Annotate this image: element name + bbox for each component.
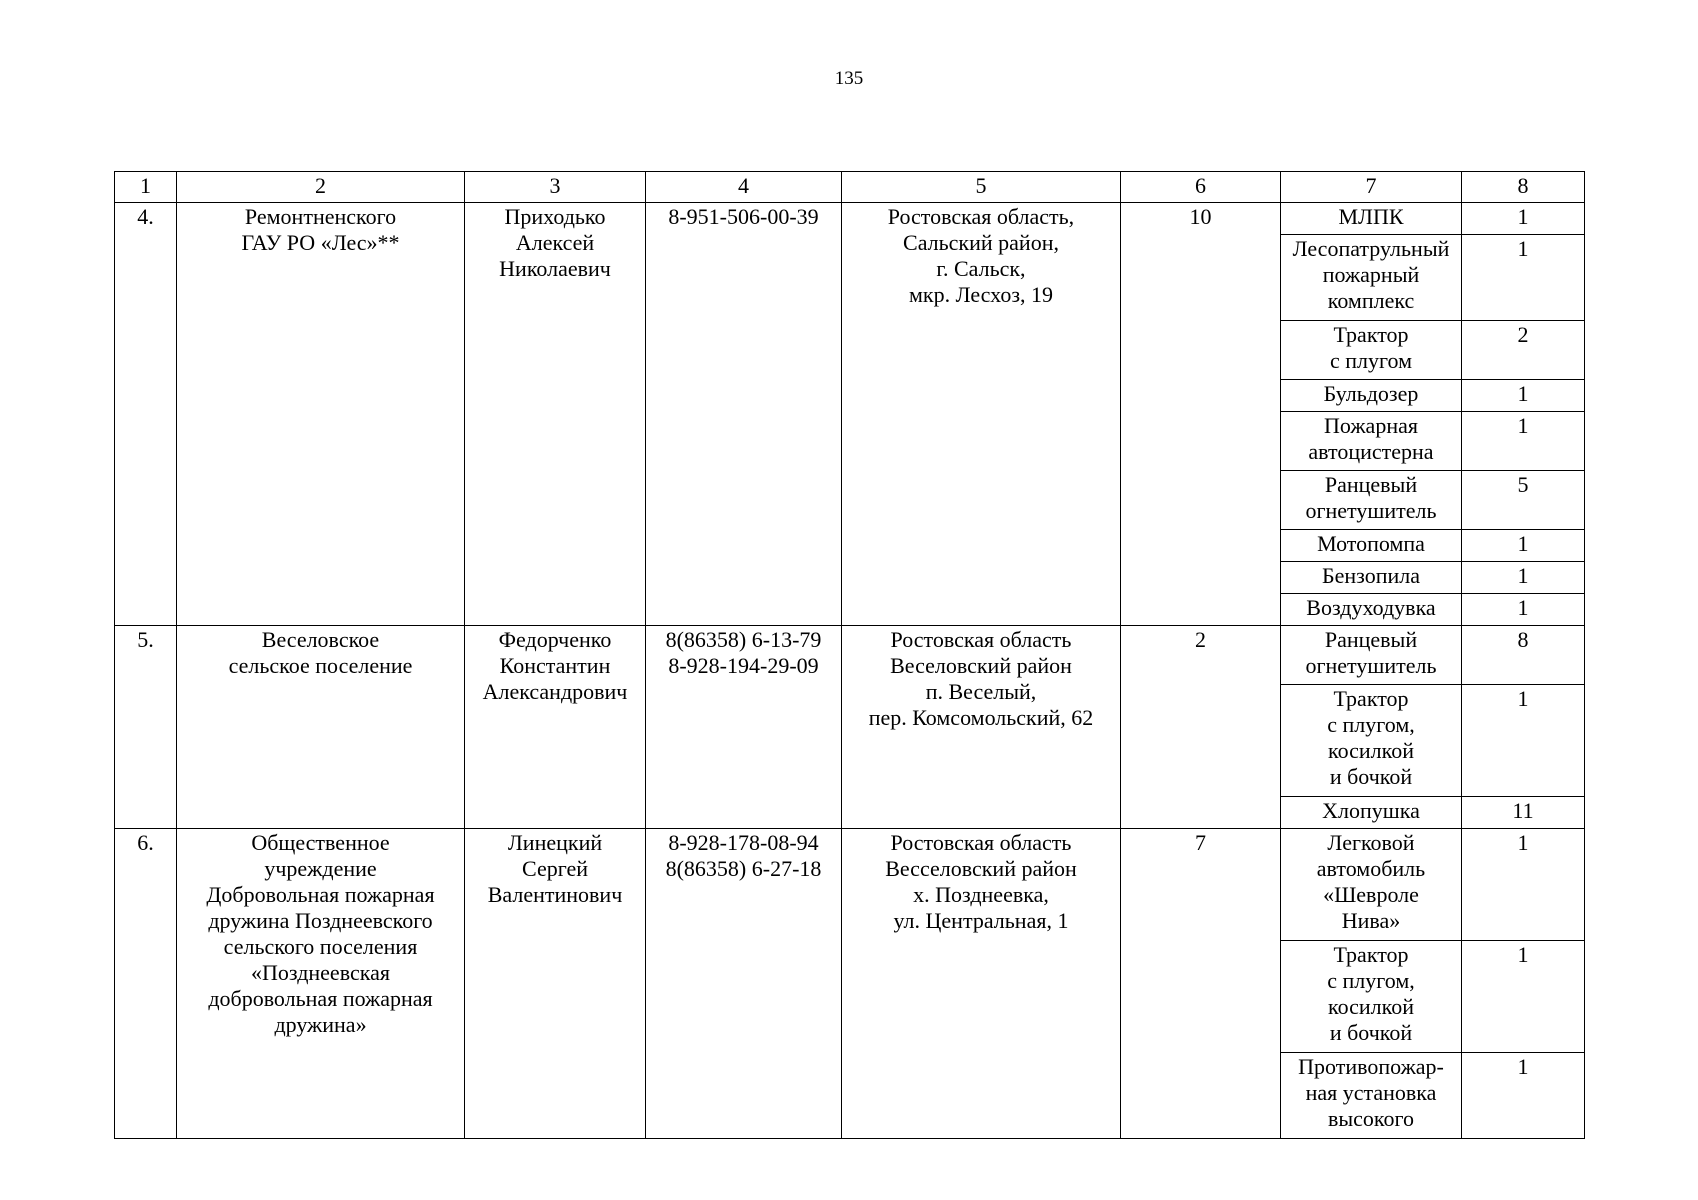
equipment-name: Противопожар- ная установка высокого — [1281, 1053, 1462, 1139]
equipment-qty: 1 — [1462, 203, 1585, 235]
equipment-table — [114, 171, 1585, 1139]
equipment-name: Трактор с плугом — [1281, 321, 1462, 380]
equipment-qty: 8 — [1462, 626, 1585, 685]
equipment-name: Хлопушка — [1281, 797, 1462, 829]
equipment-name: Ранцевый огнетушитель — [1281, 626, 1462, 685]
equipment-name: Ранцевый огнетушитель — [1281, 471, 1462, 530]
address: Ростовская область Веселовский район п. Веселый, пер. Комсомольский, 62 — [842, 626, 1121, 829]
personnel-count: 7 — [1121, 829, 1281, 1139]
equipment-qty: 1 — [1462, 1053, 1585, 1139]
column-number: 1 — [115, 172, 177, 203]
personnel-count: 2 — [1121, 626, 1281, 829]
equipment-qty: 11 — [1462, 797, 1585, 829]
column-number: 5 — [842, 172, 1121, 203]
equipment-name: Лесопатрульный пожарный комплекс — [1281, 235, 1462, 321]
equipment-name: Легковой автомобиль «Шевроле Нива» — [1281, 829, 1462, 941]
page-number: 135 — [834, 68, 864, 89]
organization: Общественное учреждение Добровольная пожарная дружина Позднеевского сельского поселения «Позднеевская добровольная пожарная дружина» — [177, 829, 465, 1139]
table-row — [115, 203, 1585, 235]
equipment-qty: 1 — [1462, 235, 1585, 321]
table-row — [115, 626, 1585, 685]
address: Ростовская область Весселовский район х. Позднеевка, ул. Центральная, 1 — [842, 829, 1121, 1139]
row-number: 5. — [115, 626, 177, 829]
column-number: 8 — [1462, 172, 1585, 203]
organization: Ремонтненского ГАУ РО «Лес»** — [177, 203, 465, 626]
equipment-qty: 1 — [1462, 829, 1585, 941]
equipment-name: Пожарная автоцистерна — [1281, 412, 1462, 471]
phone: 8(86358) 6-13-79 8-928-194-29-09 — [646, 626, 842, 829]
column-number: 6 — [1121, 172, 1281, 203]
equipment-name: Воздуходувка — [1281, 594, 1462, 626]
personnel-count: 10 — [1121, 203, 1281, 626]
column-number: 4 — [646, 172, 842, 203]
address: Ростовская область, Сальский район, г. Сальск, мкр. Лесхоз, 19 — [842, 203, 1121, 626]
table-row — [115, 829, 1585, 941]
equipment-qty: 1 — [1462, 412, 1585, 471]
row-number: 6. — [115, 829, 177, 1139]
equipment-qty: 1 — [1462, 594, 1585, 626]
responsible-person: Приходько Алексей Николаевич — [465, 203, 646, 626]
equipment-name: Бензопила — [1281, 562, 1462, 594]
equipment-qty: 1 — [1462, 941, 1585, 1053]
equipment-qty: 1 — [1462, 562, 1585, 594]
equipment-qty: 1 — [1462, 530, 1585, 562]
column-number: 2 — [177, 172, 465, 203]
equipment-name: Мотопомпа — [1281, 530, 1462, 562]
phone: 8-951-506-00-39 — [646, 203, 842, 626]
equipment-name: Трактор с плугом, косилкой и бочкой — [1281, 941, 1462, 1053]
equipment-qty: 1 — [1462, 380, 1585, 412]
organization: Веселовское сельское поселение — [177, 626, 465, 829]
phone: 8-928-178-08-94 8(86358) 6-27-18 — [646, 829, 842, 1139]
row-number: 4. — [115, 203, 177, 626]
equipment-qty: 2 — [1462, 321, 1585, 380]
column-number: 7 — [1281, 172, 1462, 203]
equipment-qty: 5 — [1462, 471, 1585, 530]
equipment-name: МЛПК — [1281, 203, 1462, 235]
column-number: 3 — [465, 172, 646, 203]
responsible-person: Федорченко Константин Александрович — [465, 626, 646, 829]
equipment-qty: 1 — [1462, 685, 1585, 797]
column-number-row — [115, 172, 1585, 203]
responsible-person: Линецкий Сергей Валентинович — [465, 829, 646, 1139]
equipment-name: Бульдозер — [1281, 380, 1462, 412]
equipment-name: Трактор с плугом, косилкой и бочкой — [1281, 685, 1462, 797]
